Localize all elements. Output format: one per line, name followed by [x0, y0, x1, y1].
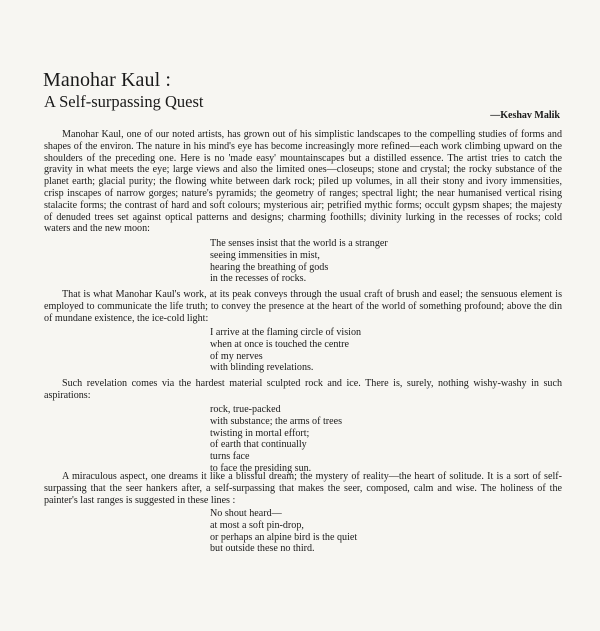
verse-line: or perhaps an alpine bird is the quiet [210, 531, 358, 543]
verse-line: of my nerves [210, 350, 263, 362]
verse-line: twisting in mortal effort; [210, 427, 310, 439]
verse-line: with blinding revelations. [210, 362, 314, 374]
verse-2 [210, 327, 361, 374]
verse-line: but outside these no third. [210, 543, 315, 555]
verse-line: of earth that continually [210, 439, 307, 451]
verse-line: hearing the breathing of gods [210, 261, 329, 273]
verse-line: turns face [210, 451, 250, 463]
paragraph-text: Manohar Kaul, one of our noted artists, has grown out of his simplistic landscapes to the compelling studies of forms and shapes of the environ. The nature in his mind's eye has become increasingly more refined—each work climbing upward on the shoulders of the preceding one. Here is no 'made easy' mountainscapes but a distilled essence. The artist tries to catch the gravity in what meets the eye; large views and also the limited ones—closeups; stone and crystal; the rocky substance of the planet earth; glacial purity; the flowing white between dark rock; piled up volumes, in all their stony and ivory immensities, crisp inscapes of narrow gorges; nature's pyramids; the geometry of ranges; spectral light; the near humanised vertical rising stalacite forms; the contrast of hard and soft colours; mysterious air; petrified mythic forms; occult gypsm shapes; the majesty of denuded trees set against optical patterns and designs; charming foothills; divinity lurking in the recesses of rocks; cold waters and the new moon: [44, 129, 562, 235]
verse-line: The senses insist that the world is a stranger [210, 238, 388, 249]
paragraph-3 [44, 378, 562, 402]
verse-line: when at once is touched the centre [210, 338, 350, 350]
verse-line: with substance; the arms of trees [210, 415, 343, 427]
verse-line: No shout heard— [210, 508, 282, 519]
paragraph-text: A miraculous aspect, one dreams it like a blissful dream; the mystery of reality—the heart of solitude. It is a sort of self-surpassing that the seer hankers after, a self-surpassing that makes the seer, composed, calm and wise. The holiness of the painter's last ranges is suggested in these lines : [44, 471, 562, 506]
paragraph-4 [44, 471, 562, 506]
article-title: Manohar Kaul : [43, 69, 172, 91]
verse-line: to face the presiding sun. [210, 462, 312, 474]
verse-line: I arrive at the flaming circle of vision [210, 327, 362, 338]
paragraph-2 [44, 289, 562, 324]
paragraph-text: That is what Manohar Kaul's work, at its peak conveys through the usual craft of brush and easel; the sensuous element is employed to communicate the life truth; to convey the presence at the heart of the world of something profound; above the din of mundane existence, the ice-cold light: [44, 289, 562, 324]
verse-line: rock, true-packed [210, 404, 281, 415]
verse-1 [210, 238, 388, 285]
paragraph-1 [44, 129, 562, 235]
verse-line: in the recesses of rocks. [210, 273, 307, 285]
verse-3 [210, 404, 342, 475]
paragraph-text: Such revelation comes via the hardest material sculpted rock and ice. There is, surely, nothing wishy-washy in such aspirations: [44, 378, 562, 401]
verse-line: at most a soft pin-drop, [210, 519, 304, 531]
verse-4 [210, 508, 357, 555]
article-subtitle: A Self-surpassing Quest [44, 92, 204, 111]
verse-line: seeing immensities in mist, [210, 249, 320, 261]
article-author: —Keshav Malik [490, 110, 560, 121]
